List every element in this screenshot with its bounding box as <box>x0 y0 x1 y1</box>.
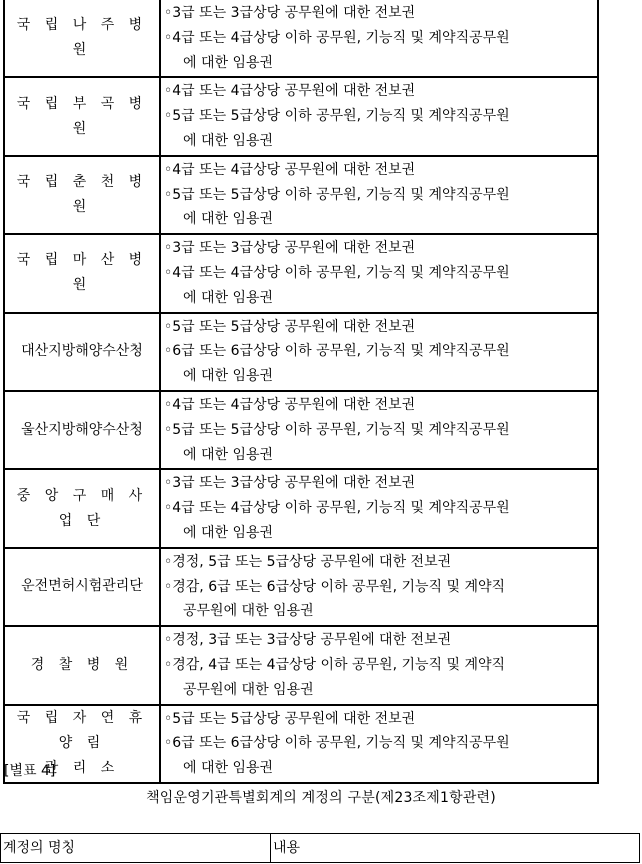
table-header-row <box>1 834 640 863</box>
authority-description <box>160 77 598 155</box>
description-line: ◦5급 또는 5급상당 이하 공무원, 기능직 및 계약직공무원 <box>164 421 510 438</box>
description-line: ◦5급 또는 5급상당 공무원에 대한 전보권 <box>164 318 416 335</box>
account-table <box>0 833 640 863</box>
agency-name: 국 립 부 곡 병 원 <box>4 77 160 155</box>
column-header-account-name: 계정의 명칭 <box>1 834 271 863</box>
table-row <box>4 548 598 626</box>
authority-description <box>160 469 598 547</box>
authority-description <box>160 234 598 312</box>
table-row <box>4 469 598 547</box>
description-line: 에 대한 임용권 <box>183 524 274 541</box>
description-line: 에 대한 임용권 <box>183 368 274 385</box>
description-line: ◦5급 또는 5급상당 공무원에 대한 전보권 <box>164 710 416 727</box>
description-line: ◦경정, 5급 또는 5급상당 공무원에 대한 전보권 <box>164 553 452 570</box>
authority-description <box>160 548 598 626</box>
table-row <box>4 0 598 77</box>
description-line: ◦4급 또는 4급상당 이하 공무원, 기능직 및 계약직공무원 <box>164 500 510 517</box>
table-row <box>4 156 598 234</box>
agency-name: 울산지방해양수산청 <box>4 391 160 469</box>
description-line: ◦3급 또는 3급상당 공무원에 대한 전보권 <box>164 5 416 21</box>
table-row <box>4 705 598 783</box>
table-row <box>4 626 598 704</box>
description-line: ◦6급 또는 6급상당 이하 공무원, 기능직 및 계약직공무원 <box>164 735 510 752</box>
description-line: ◦4급 또는 4급상당 이하 공무원, 기능직 및 계약직공무원 <box>164 29 510 46</box>
agency-name-line: 관 리 소 <box>44 760 120 777</box>
description-line: ◦경감, 4급 또는 4급상당 이하 공무원, 기능직 및 계약직 <box>164 656 506 673</box>
agency-name: 국 립 마 산 병 원 <box>4 234 160 312</box>
description-line: ◦5급 또는 5급상당 이하 공무원, 기능직 및 계약직공무원 <box>164 186 510 203</box>
description-line: ◦경정, 3급 또는 3급상당 공무원에 대한 전보권 <box>164 632 452 649</box>
description-line: 에 대한 임용권 <box>183 211 274 228</box>
authority-description <box>160 705 598 783</box>
description-line: ◦4급 또는 4급상당 이하 공무원, 기능직 및 계약직공무원 <box>164 264 510 281</box>
agency-name: 대산지방해양수산청 <box>4 313 160 391</box>
agency-name: 국 립 나 주 병 원 <box>4 0 160 77</box>
table-row <box>4 391 598 469</box>
description-line: 공무원에 대한 임용권 <box>183 681 314 698</box>
table-row <box>4 77 598 155</box>
authority-description <box>160 156 598 234</box>
description-line: 에 대한 임용권 <box>183 54 274 71</box>
description-line: 에 대한 임용권 <box>183 446 274 463</box>
description-line: ◦4급 또는 4급상당 공무원에 대한 전보권 <box>164 83 416 100</box>
authority-description <box>160 313 598 391</box>
agency-name: 경 찰 병 원 <box>4 626 160 704</box>
description-line: ◦4급 또는 4급상당 공무원에 대한 전보권 <box>164 396 416 413</box>
description-line: ◦경감, 6급 또는 6급상당 이하 공무원, 기능직 및 계약직 <box>164 578 506 595</box>
authority-description <box>160 0 598 77</box>
description-line: 에 대한 임용권 <box>183 289 274 306</box>
description-line: ◦6급 또는 6급상당 이하 공무원, 기능직 및 계약직공무원 <box>164 343 510 360</box>
table-caption: 책임운영기관특별회계의 계정의 구분(제23조제1항관련) <box>146 790 496 806</box>
description-line: 에 대한 임용권 <box>183 760 274 777</box>
authority-description <box>160 626 598 704</box>
description-line: ◦3급 또는 3급상당 공무원에 대한 전보권 <box>164 240 416 257</box>
table-row <box>4 313 598 391</box>
description-line: ◦3급 또는 3급상당 공무원에 대한 전보권 <box>164 475 416 492</box>
authority-table <box>3 0 599 784</box>
description-line: 공무원에 대한 임용권 <box>183 603 314 620</box>
column-header-content: 내용 <box>271 834 640 863</box>
appendix-label: [별표 4] <box>4 763 56 779</box>
agency-name: 운전면허시험관리단 <box>4 548 160 626</box>
agency-name-line: 국 립 자 연 휴 양 림 <box>16 710 148 752</box>
authority-description <box>160 391 598 469</box>
agency-name: 중 앙 구 매 사 업 단 <box>4 469 160 547</box>
agency-name: 국 립 춘 천 병 원 <box>4 156 160 234</box>
description-line: 에 대한 임용권 <box>183 132 274 149</box>
description-line: ◦4급 또는 4급상당 공무원에 대한 전보권 <box>164 161 416 178</box>
description-line: ◦5급 또는 5급상당 이하 공무원, 기능직 및 계약직공무원 <box>164 108 510 125</box>
table-row <box>4 234 598 312</box>
